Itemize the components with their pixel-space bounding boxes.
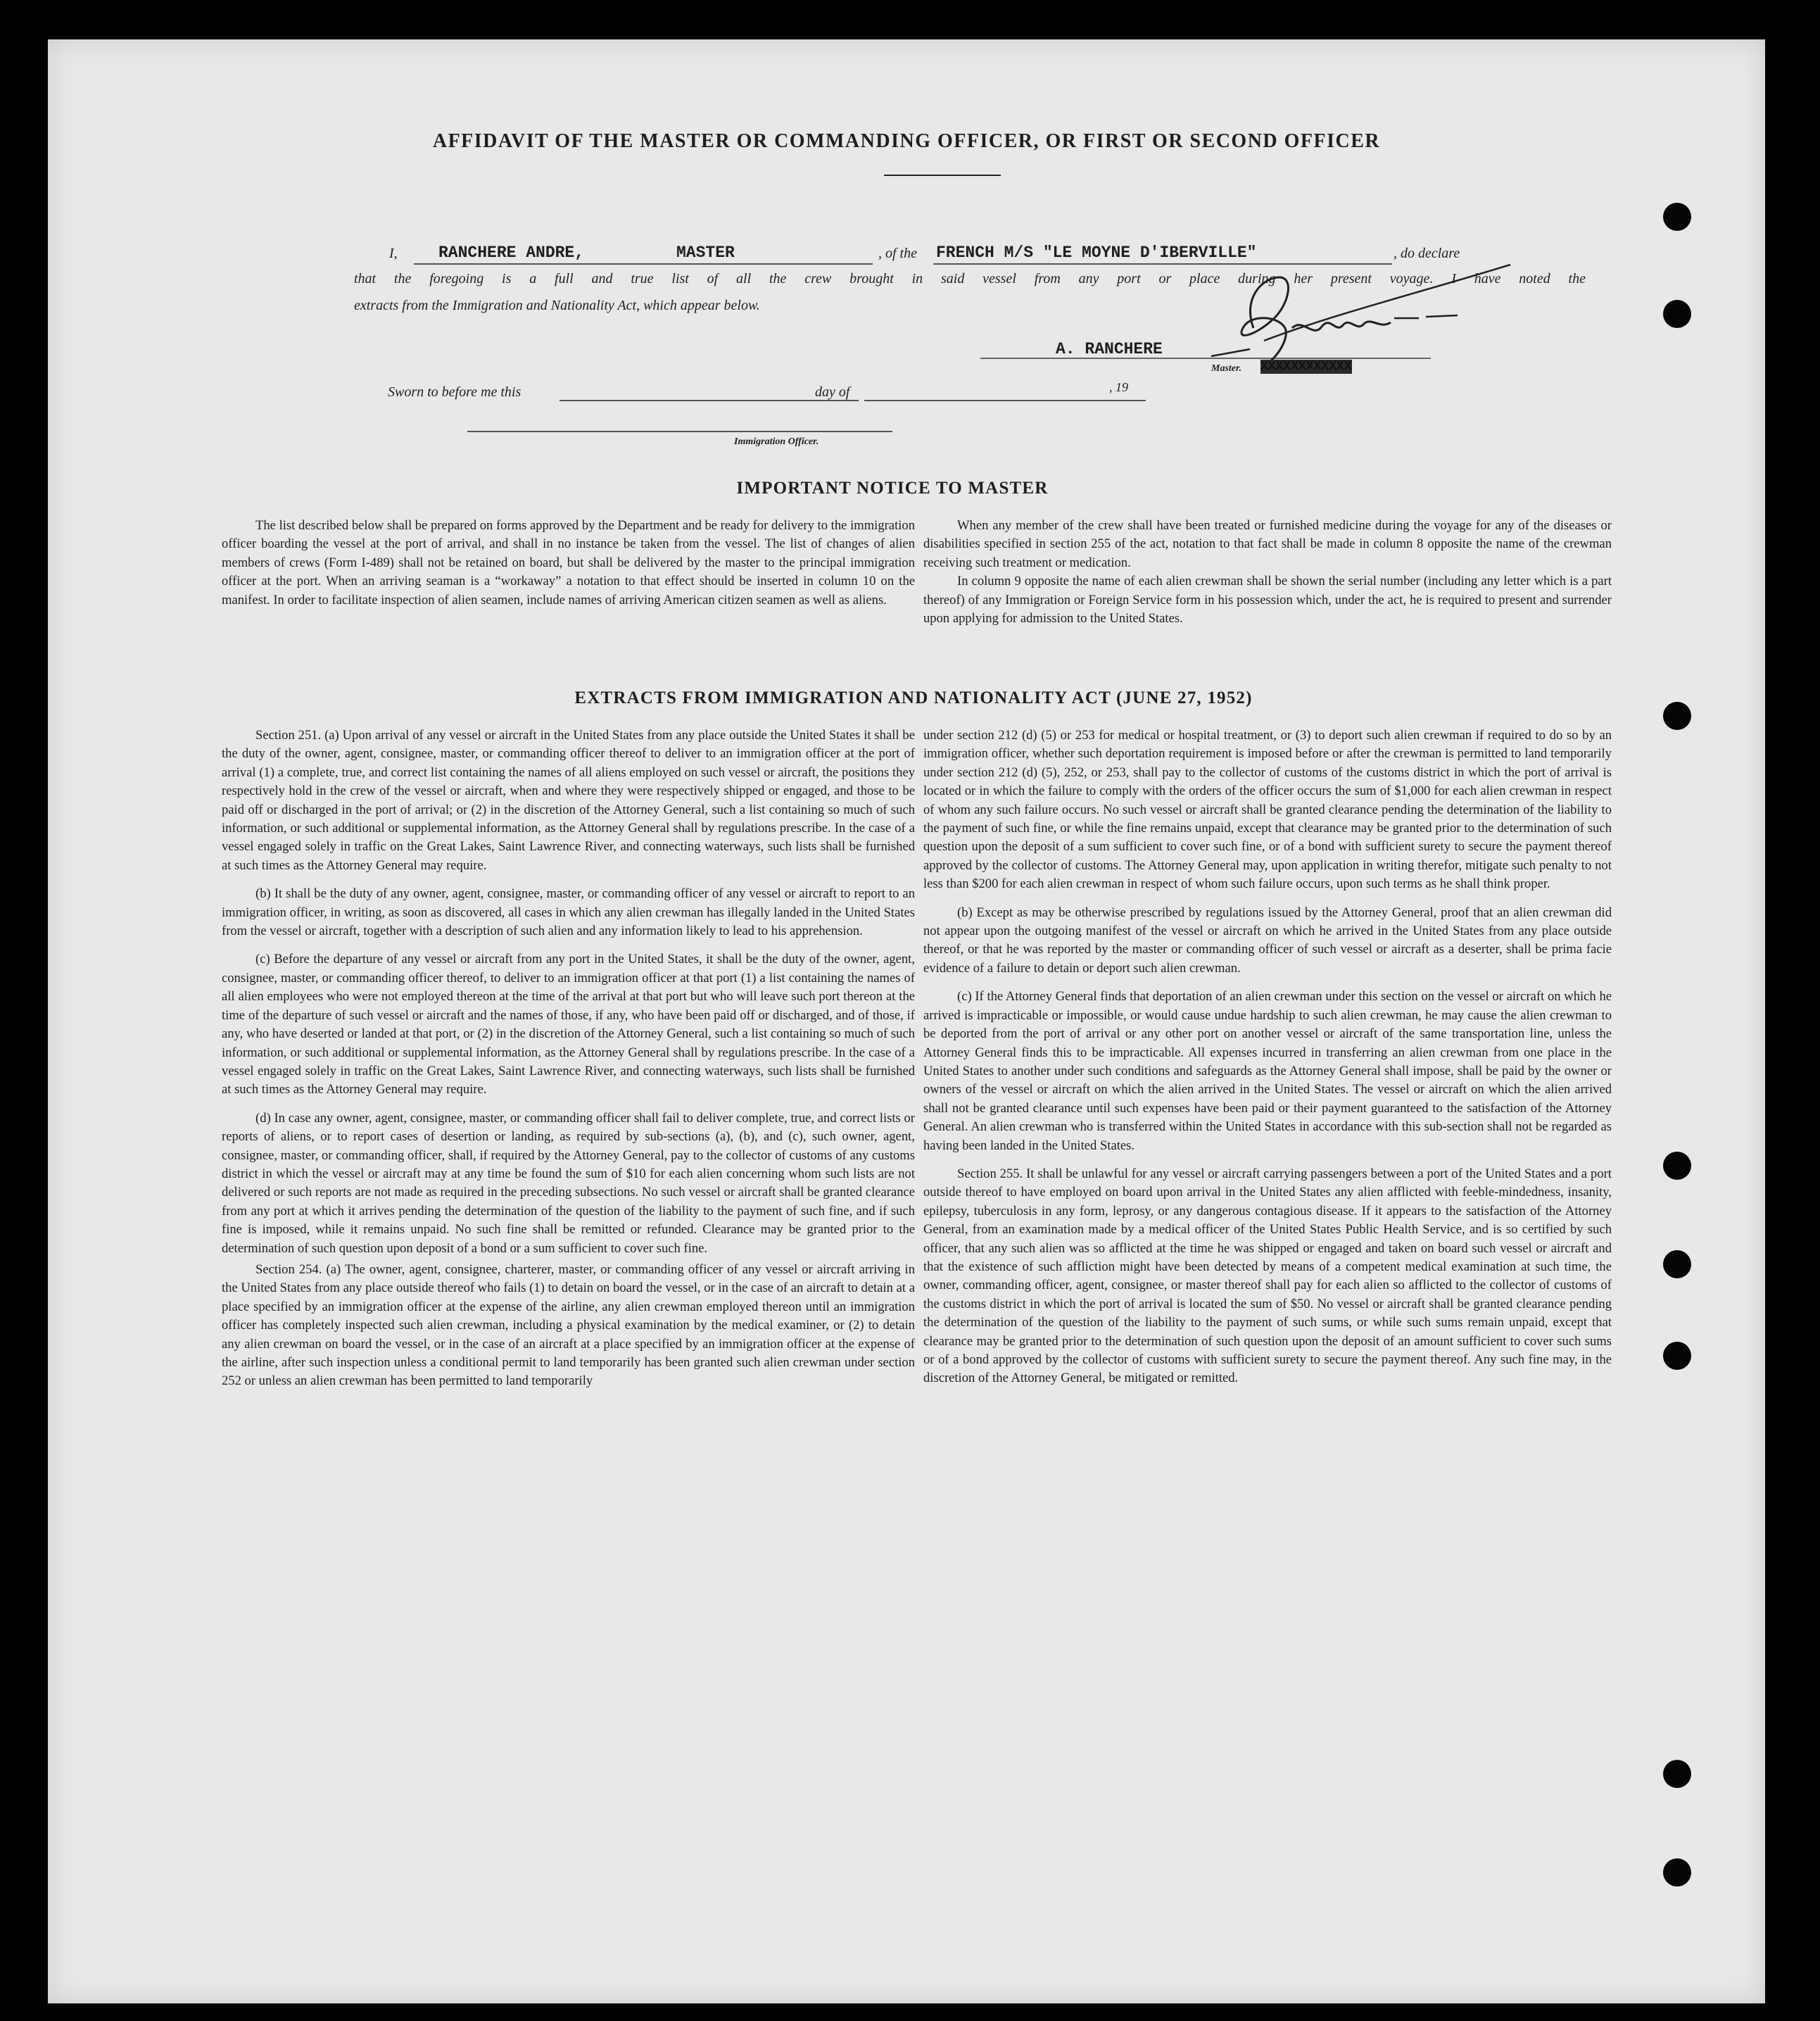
extracts-left-column	[222, 726, 915, 1391]
extracts-title: EXTRACTS FROM IMMIGRATION AND NATIONALITY ACT (JUNE 27, 1952)	[574, 688, 1253, 707]
punch-hole	[1663, 1250, 1691, 1278]
name-underline	[414, 263, 873, 265]
punch-hole	[1663, 1858, 1691, 1887]
notice-right-paragraph-1: When any member of the crew shall have been treated or furnished medicine during the voyage for any of the diseases or disabilities specified in section 255 of the act, notation to that fact shall be made in column 8 opposite the name of the crewman receiving such treatment or medication.	[923, 518, 1612, 570]
section-255: Section 255. It shall be unlawful for any vessel or aircraft carrying passengers between a port of the United States and a port outside thereof to have employed on board upon arrival in the United States any alien afflicted with feeble-mindedness, insanity, epilepsy, tuberculosis in any form, leprosy, or any dangerous contagious disease. If it appears to the satisfaction of the Attorney General, from an examination made by a medical officer of the United States Public Health Service, and is so certified by such officer, that any such alien was so afflicted at the time he was shipped or engaged and taken on board such vessel or aircraft and that the existence of such affliction might have been detected by means of a competent medical examination at such time, the owner, commanding officer, agent, consignee, or master thereof shall pay for each alien so afflicted to the collector of customs of the customs district in which the port of arrival is located the sum of $50. No vessel or aircraft shall be granted clearance pending the determination of the question of the liability to the payment of such sums, or while such sums remain unpaid, except that clearance may be granted prior to the determination of such question upon the deposit of an amount sufficient to cover such sums or of a bond approved by the collector of customs with sufficient surety to secure the payment thereof. Any such fine may, in the discretion of the Attorney General, be mitigated or remitted.	[923, 1166, 1612, 1386]
vessel-name-field: FRENCH M/S "LE MOYNE D'IBERVILLE"	[936, 244, 1257, 262]
officer-signature-line	[467, 431, 892, 432]
sworn-day-underline	[560, 400, 859, 401]
section-251-b: (b) It shall be the duty of any owner, agent, consignee, master, or commanding officer of any vessel or aircraft to report to an immigration officer, in writing, as soon as discovered, all cases in which any alien crewman has illegally landed in the United States from the vessel or aircraft, together with a description of such alien and any information likely to lead to his apprehension.	[222, 886, 915, 939]
section-254-a: Section 254. (a) The owner, agent, consignee, charterer, master, or commanding officer of any vessel or aircraft arriving in the United States from any place outside thereof who fails (1) to detain on board the vessel, or in the case of an aircraft to detain at a place specified by an immigration officer at the expense of the airline, any alien crewman employed thereon until an immigration officer has completely inspected such alien crewman, including a physical examination by the medical examiner, or (2) to detain any alien crewman on board the vessel, or in the case of an aircraft at a place specified by an immigration officer at the expense of the airline, after such inspection unless a conditional permit to land temporarily has been granted such alien crewman under section 252 or unless an alien crewman has been permitted to land temporarily	[222, 1261, 915, 1389]
punch-hole	[1663, 1152, 1691, 1180]
master-name-field: RANCHERE ANDRE,	[438, 244, 585, 262]
master-label: Master.	[1211, 363, 1242, 374]
affidavit-title: AFFIDAVIT OF THE MASTER OR COMMANDING OFFICER, OR FIRST OR SECOND OFFICER	[432, 130, 1381, 152]
rank-field: MASTER	[676, 244, 735, 262]
section-254-b: (b) Except as may be otherwise prescribed by regulations issued by the Attorney General, proof that an alien crewman did not appear upon the outgoing manifest of the vessel or aircraft on which he arrived in the United States from any place outside thereof, or that he was reported by the master or commanding officer of such vessel or aircraft as a deserter, shall be prima facie evidence of a failure to detain or deport such alien crewman.	[923, 905, 1612, 976]
notice-left-paragraph: The list described below shall be prepared on forms approved by the Department and be ready for delivery to the immigration officer boarding the vessel at the port of arrival, and shall in no instance be taken from the vessel. The list of changes of alien members of crews (Form I-489) shall not be retained on board, but shall be delivered by the master to the principal immigration officer at the port. When an arriving seaman is a “workaway” a notation to that effect should be inserted in column 10 on the manifest. In order to facilitate inspection of alien seamen, include names of arriving American citizen seamen as well as aliens.	[222, 518, 915, 607]
section-251-a: Section 251. (a) Upon arrival of any vessel or aircraft in the United States from any place outside the United States it shall be the duty of the owner, agent, consignee, master, or commanding officer thereof to deliver to an immigration officer at the port of arrival (1) a complete, true, and correct list containing the names of all aliens employed on such vessel or aircraft, the positions they respectively hold in the crew of the vessel or aircraft, when and where they were respectively shipped or engaged, and those to be paid off or discharged in the port of arrival; or (2) in the discretion of the Attorney General, such a list containing so much of such information, or such additional or supplemental information, as the Attorney General shall by regulations prescribe. In the case of a vessel engaged solely in traffic on the Great Lakes, Saint Lawrence River, and connecting waterways, such lists shall be furnished at such times as the Attorney General may require.	[222, 728, 915, 873]
sworn-label: Sworn to before me this	[388, 384, 522, 400]
notice-left-column	[222, 517, 915, 610]
handwritten-signature	[1137, 251, 1517, 377]
year-label: , 19	[1109, 380, 1128, 394]
title-rule	[884, 175, 1001, 176]
section-251-d: (d) In case any owner, agent, consignee, master, or commanding officer shall fail to deliver complete, true, and correct lists or reports of aliens, or to report cases of desertion or landing, as required by sub-sections (a), (b), and (c), such owner, agent, consignee, master, or commanding officer, shall, if required by the Attorney General, pay to the collector of customs of any customs district in which the vessel or aircraft may at any time be found the sum of $10 for each alien concerning whom such lists are not delivered or such reports are not made as required in the preceding subsections. No such vessel or aircraft shall be granted clearance from any port at which it arrives pending the determination of the question of the liability to the payment of such fine, and if such fine is imposed, while it remains unpaid. No such fine shall be remitted or refunded. Clearance may be granted prior to the determination of such question upon deposit of a bond or a sum sufficient to cover such fine.	[222, 1110, 915, 1256]
punch-hole	[1663, 300, 1691, 328]
struck-out-title: XXXXXXXXXXXX	[1260, 360, 1352, 374]
section-251-c: (c) Before the departure of any vessel or aircraft from any port in the United States, it shall be the duty of the owner, agent, consignee, master, or commanding officer thereof, to deliver to an immigration officer at that port (1) a list containing the names of all alien employees who were not employed thereon at the time of the arrival at that port but who will leave such port thereon at the time of the departure of such vessel or aircraft and the names of those, if any, who have been paid off or discharged, and of those, if any, who have deserted or landed at that port, or (2) in the discretion of the Attorney General, such a list containing so much of such information, or such additional or supplemental information, as the Attorney General shall by regulations prescribe. In the case of a vessel engaged solely in traffic on the Great Lakes, Saint Lawrence River, and connecting waterways, such lists shall be furnished at such times as the Attorney General may require.	[222, 952, 915, 1097]
extracts-right-column	[923, 726, 1612, 1388]
punch-hole	[1663, 1760, 1691, 1788]
day-of-label: day of	[815, 384, 850, 400]
notice-title: IMPORTANT NOTICE TO MASTER	[736, 479, 1049, 498]
declaration-line-3: extracts from the Immigration and Nationality Act, which appear below.	[354, 298, 760, 313]
document-page	[48, 39, 1765, 2003]
section-254-c: (c) If the Attorney General finds that deportation of an alien crewman under this section on the vessel or aircraft on which he arrived is impracticable or impossible, or would cause undue hardship to such alien crewman, he may cause the alien crewman to be deported from the port of arrival or any other port on another vessel or aircraft of the same transportation line, unless the Attorney General finds this to be impracticable. All expenses incurred in transferring an alien crewman from one place in the United States to another under such conditions and safeguards as the Attorney General shall impose, shall be paid by the owner or owners of the vessel or aircraft on which the alien arrived in the United States. The vessel or aircraft on which the alien arrived shall not be granted clearance until such expenses have been paid or their payment guaranteed to the satisfaction of the Attorney General. An alien crewman who is transferred within the United States in accordance with this sub-section shall not be regarded as having been landed in the United States.	[923, 989, 1612, 1153]
do-declare-label: , do declare	[1394, 246, 1460, 261]
punch-hole	[1663, 203, 1691, 231]
notice-right-column	[923, 517, 1612, 628]
immigration-officer-label: Immigration Officer.	[734, 436, 819, 447]
of-the-label: , of the	[878, 246, 917, 261]
punch-hole	[1663, 1342, 1691, 1370]
notice-right-paragraph-2: In column 9 opposite the name of each alien crewman shall be shown the serial number (including any letter which is a part thereof) of any Immigration or Foreign Service form in his possession which, under the act, he is required to present and surrender upon applying for admission to the United States.	[923, 574, 1612, 627]
declaration-line-2: that the foregoing is a full and true list of all the crew brought in said vessel from any port or place during her present voyage. I have noted the	[354, 271, 1586, 287]
i-label: I,	[389, 246, 398, 261]
section-254-a-continued: under section 212 (d) (5) or 253 for medical or hospital treatment, or (3) to deport such alien crewman if required to do so by an immigration officer, whether such deportation requirement is imposed before or after the crewman is permitted to land temporarily under section 212 (d) (5), 252, or 253, shall pay to the collector of customs of the customs district in which the port of arrival is located or in which the failure to comply with the orders of the officer occurs the sum of $1,000 for each alien crewman in respect of whom any such failure occurs. No such vessel or aircraft shall be granted clearance pending the determination of the liability to the payment of such fine, or while the fine remains unpaid, except that clearance may be granted prior to the determination of such question upon the deposit of a sum sufficient to cover such fine, or of a bond with sufficient surety to secure the payment thereof approved by the collector of customs. The Attorney General may, upon application in writing therefor, mitigate such penalty to not less than $200 for each alien crewman in respect of whom such failure occurs, upon such terms as he shall think proper.	[923, 728, 1612, 892]
month-underline	[864, 400, 1146, 401]
typed-signature: A. RANCHERE	[1056, 340, 1163, 358]
